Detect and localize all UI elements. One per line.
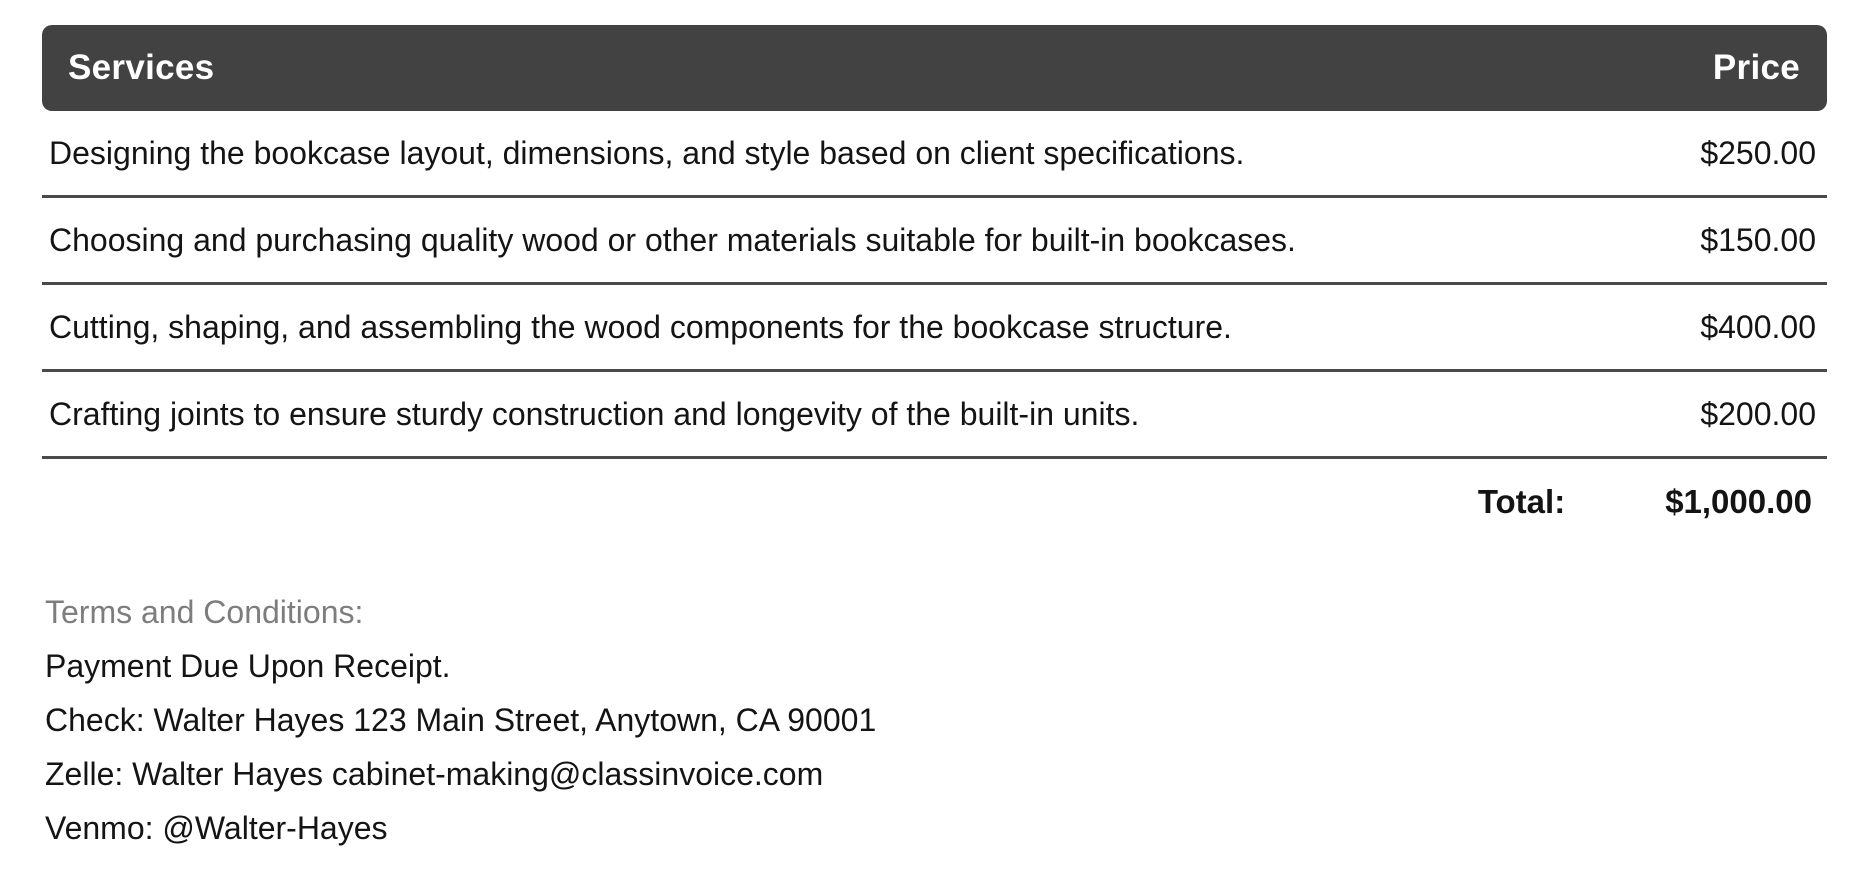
terms-line-zelle: Zelle: Walter Hayes cabinet-making@classinvoice.com (45, 756, 824, 792)
service-price: $400.00 (1700, 308, 1816, 345)
service-price: $250.00 (1700, 134, 1816, 171)
service-price: $200.00 (1700, 395, 1816, 432)
terms-line-check: Check: Walter Hayes 123 Main Street, Anytown, CA 90001 (45, 702, 877, 738)
table-row (42, 198, 1827, 285)
table-row (42, 372, 1827, 459)
services-column-header: Services (68, 48, 215, 87)
terms-section (42, 585, 1827, 855)
services-table (42, 25, 1827, 545)
total-row (42, 459, 1827, 545)
service-description: Choosing and purchasing quality wood or other materials suitable for built-in bookcases. (49, 221, 1296, 258)
total-label: Total: (1477, 483, 1566, 520)
terms-heading: Terms and Conditions: (45, 594, 364, 630)
table-header-row (42, 25, 1827, 111)
service-description: Crafting joints to ensure sturdy construction and longevity of the built-in units. (49, 395, 1140, 432)
table-row (42, 285, 1827, 372)
terms-line-venmo: Venmo: @Walter-Hayes (45, 810, 388, 846)
service-description: Designing the bookcase layout, dimensions, and style based on client specifications. (49, 134, 1245, 171)
terms-line-payment: Payment Due Upon Receipt. (45, 648, 451, 684)
service-price: $150.00 (1700, 221, 1816, 258)
price-column-header: Price (1712, 48, 1800, 87)
service-description: Cutting, shaping, and assembling the wood components for the bookcase structure. (49, 308, 1232, 345)
total-value: $1,000.00 (1665, 483, 1812, 520)
table-row (42, 111, 1827, 198)
